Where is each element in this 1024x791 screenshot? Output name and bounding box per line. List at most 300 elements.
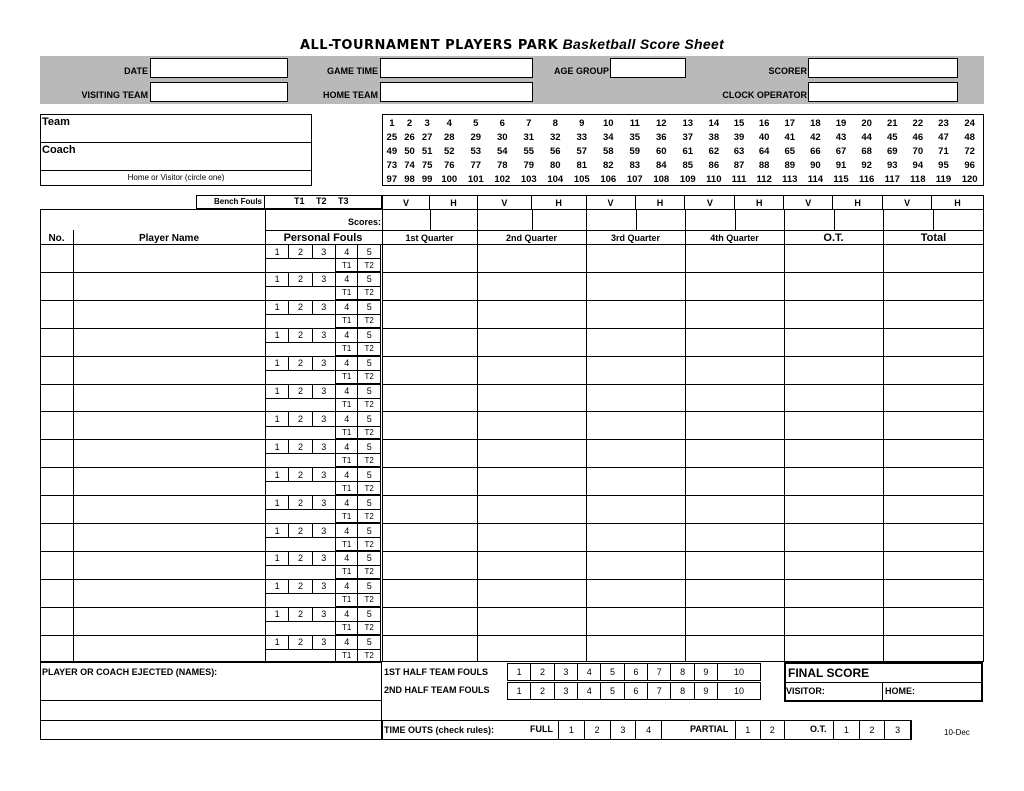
running-score-number[interactable]: 8 [552, 117, 558, 129]
running-score-number[interactable]: 81 [576, 159, 588, 171]
running-score-number[interactable]: 35 [629, 131, 641, 143]
running-score-number[interactable]: 37 [682, 131, 694, 143]
running-score-number[interactable]: 23 [938, 117, 949, 129]
foul-box[interactable]: 4 [335, 272, 358, 286]
running-score-number[interactable]: 94 [912, 159, 924, 171]
running-score-number[interactable]: 32 [549, 131, 561, 143]
tech-row [266, 566, 381, 579]
running-score-number[interactable]: 105 [573, 173, 590, 185]
foul-box[interactable]: 1 [266, 272, 289, 286]
foul-box[interactable]: 4 [335, 551, 358, 565]
foul-box[interactable]: 3 [312, 328, 335, 342]
running-score-number[interactable]: 109 [679, 173, 696, 185]
tech-foul-box[interactable]: T1 [335, 538, 358, 551]
col-ot: O.T. [823, 232, 844, 244]
foul-box[interactable]: 1 [266, 468, 289, 482]
timeout-box[interactable]: 2 [584, 721, 610, 740]
running-score-number[interactable]: 28 [443, 131, 455, 143]
foul-box[interactable]: 5 [358, 524, 381, 538]
running-score-number[interactable]: 25 [386, 131, 398, 143]
player-row-line [40, 384, 265, 385]
tech-foul-box[interactable]: T2 [358, 398, 381, 411]
running-score-row [383, 130, 983, 144]
running-score-number[interactable]: 65 [784, 145, 796, 157]
team-foul-box[interactable]: 8 [671, 664, 694, 681]
running-score-number[interactable]: 2 [406, 117, 413, 129]
running-score-number[interactable]: 106 [600, 173, 617, 185]
fouls-row [266, 328, 381, 342]
running-score-number[interactable]: 72 [964, 145, 975, 157]
tech-foul-box[interactable]: T1 [335, 454, 358, 467]
running-score-number[interactable]: 111 [731, 173, 747, 185]
running-score-number[interactable]: 4 [446, 117, 452, 129]
team-foul-box[interactable]: 6 [624, 683, 647, 700]
foul-box[interactable]: 5 [358, 551, 381, 565]
tech-blank [266, 510, 336, 523]
running-score-number[interactable]: 117 [884, 173, 900, 185]
vh-cell: V [784, 196, 833, 210]
tech-row [266, 593, 381, 606]
running-score-number[interactable]: 89 [784, 159, 796, 171]
running-score-number[interactable]: 118 [910, 173, 926, 185]
foul-box[interactable]: 3 [312, 356, 335, 370]
player-row-line [40, 328, 265, 329]
fouls-row [266, 245, 381, 259]
foul-box[interactable]: 4 [335, 468, 358, 482]
tech-foul-box[interactable]: T2 [358, 426, 381, 439]
team-foul-box[interactable]: 1 [508, 664, 531, 681]
tech-foul-box[interactable]: T2 [358, 649, 381, 662]
foul-box[interactable]: 4 [335, 412, 358, 426]
team-foul-box[interactable]: 8 [671, 683, 694, 700]
running-score-number[interactable]: 22 [912, 117, 924, 129]
ejected-line-1 [40, 700, 382, 701]
running-score-number[interactable]: 119 [935, 173, 952, 185]
running-score-number[interactable]: 34 [602, 131, 614, 143]
running-score-number[interactable]: 108 [653, 173, 670, 185]
running-score-number[interactable]: 61 [682, 145, 694, 157]
foul-box[interactable]: 5 [358, 496, 381, 510]
tech-foul-box[interactable]: T1 [335, 287, 358, 300]
foul-box[interactable]: 5 [358, 607, 381, 621]
bench-foul-t2[interactable]: T2 [316, 196, 327, 206]
running-score-number[interactable]: 1 [389, 117, 395, 129]
tech-foul-box[interactable]: T1 [335, 314, 358, 327]
running-score-number[interactable]: 59 [629, 145, 641, 157]
running-score-number[interactable]: 82 [602, 159, 614, 171]
foul-box[interactable]: 2 [289, 300, 312, 314]
foul-box[interactable]: 3 [312, 440, 335, 454]
running-score-number[interactable]: 7 [526, 117, 532, 129]
foul-box[interactable]: 5 [358, 245, 381, 259]
quarter-row-line [382, 356, 984, 357]
personal-fouls-cell [265, 495, 381, 523]
running-score-number[interactable]: 100 [441, 173, 458, 185]
foul-box[interactable]: 4 [335, 607, 358, 621]
tech-foul-box[interactable]: T1 [335, 426, 358, 439]
team-foul-box[interactable]: 1 [508, 683, 531, 700]
date-field[interactable] [150, 58, 288, 78]
running-score-number[interactable]: 20 [861, 117, 872, 129]
running-score-number[interactable]: 10 [602, 117, 614, 129]
foul-box[interactable]: 3 [312, 300, 335, 314]
foul-box[interactable]: 1 [266, 524, 289, 538]
timeout-box[interactable]: 4 [636, 721, 662, 740]
foul-box[interactable]: 1 [266, 496, 289, 510]
running-score-number[interactable]: 70 [912, 145, 924, 157]
running-score-number[interactable]: 87 [733, 159, 745, 171]
running-score-number[interactable]: 5 [473, 117, 479, 129]
running-score-number[interactable]: 91 [835, 159, 847, 171]
running-score-number[interactable]: 62 [708, 145, 720, 157]
running-score-number[interactable]: 14 [708, 117, 720, 129]
foul-box[interactable]: 1 [266, 412, 289, 426]
running-score-number[interactable]: 63 [733, 145, 745, 157]
foul-box[interactable]: 2 [289, 412, 312, 426]
foul-box[interactable]: 3 [312, 245, 335, 259]
running-score-number[interactable]: 50 [404, 145, 415, 157]
running-score-number[interactable]: 6 [499, 117, 505, 129]
foul-box[interactable]: 2 [289, 384, 312, 398]
tech-blank [266, 593, 336, 606]
timeout-box[interactable]: 1 [559, 721, 585, 740]
foul-box[interactable]: 3 [312, 496, 335, 510]
team-foul-box[interactable]: 4 [578, 664, 601, 681]
foul-box[interactable]: 1 [266, 579, 289, 593]
tech-foul-box[interactable]: T1 [335, 593, 358, 606]
tech-foul-box[interactable]: T1 [335, 510, 358, 523]
running-score-number[interactable]: 26 [404, 131, 415, 143]
foul-box[interactable]: 5 [358, 579, 381, 593]
tech-foul-box[interactable]: T2 [358, 482, 381, 495]
bench-foul-t1[interactable]: T1 [294, 196, 305, 206]
running-score-number[interactable]: 54 [496, 145, 508, 157]
foul-box[interactable]: 2 [289, 524, 312, 538]
tech-foul-box[interactable]: T1 [335, 482, 358, 495]
running-score-number[interactable]: 95 [938, 159, 949, 171]
running-score-number[interactable]: 49 [386, 145, 398, 157]
running-score-number[interactable]: 86 [708, 159, 720, 171]
tech-foul-box[interactable]: T2 [358, 593, 381, 606]
foul-box[interactable]: 2 [289, 468, 312, 482]
foul-box[interactable]: 3 [312, 468, 335, 482]
running-score-number[interactable]: 52 [443, 145, 455, 157]
running-score-number[interactable]: 60 [655, 145, 667, 157]
foul-box[interactable]: 3 [312, 607, 335, 621]
scorer-field[interactable] [808, 58, 958, 78]
tech-foul-box[interactable]: T1 [335, 566, 358, 579]
team-foul-box[interactable]: 2 [531, 664, 554, 681]
foul-box[interactable]: 2 [289, 272, 312, 286]
running-score-number[interactable]: 116 [858, 173, 875, 185]
timeout-box[interactable]: 3 [610, 721, 636, 740]
running-score-number[interactable]: 36 [655, 131, 667, 143]
running-score-number[interactable]: 98 [404, 173, 415, 185]
team-foul-box[interactable]: 3 [554, 683, 577, 700]
running-score-number[interactable]: 112 [756, 173, 772, 185]
running-score-number[interactable]: 57 [576, 145, 588, 157]
timeout-box[interactable]: 1 [834, 721, 860, 740]
running-score-number[interactable]: 107 [626, 173, 643, 185]
running-score-number[interactable]: 75 [421, 159, 433, 171]
running-score-number[interactable]: 46 [912, 131, 924, 143]
running-score-number[interactable]: 58 [602, 145, 614, 157]
running-score-number[interactable]: 67 [835, 145, 847, 157]
tech-foul-box[interactable]: T1 [335, 259, 358, 272]
running-score-number[interactable]: 99 [421, 173, 433, 185]
foul-box[interactable]: 3 [312, 412, 335, 426]
foul-box[interactable]: 5 [358, 440, 381, 454]
running-score-number[interactable]: 78 [496, 159, 508, 171]
running-score-number[interactable]: 66 [810, 145, 821, 157]
final-score-title: FINAL SCORE [788, 666, 870, 680]
foul-box[interactable]: 4 [335, 300, 358, 314]
timeout-box[interactable]: 2 [760, 721, 785, 740]
tech-foul-box[interactable]: T2 [358, 566, 381, 579]
tech-foul-box[interactable]: T2 [358, 510, 381, 523]
foul-box[interactable]: 3 [312, 579, 335, 593]
player-row-line [40, 300, 265, 301]
foul-box[interactable]: 2 [289, 328, 312, 342]
running-score-number[interactable]: 9 [579, 117, 585, 129]
foul-box[interactable]: 4 [335, 496, 358, 510]
tech-foul-box[interactable]: T1 [335, 649, 358, 662]
timeout-box[interactable]: 2 [859, 721, 885, 740]
bench-foul-t3[interactable]: T3 [338, 196, 349, 206]
running-score-number[interactable]: 39 [733, 131, 745, 143]
foul-box[interactable]: 3 [312, 635, 335, 649]
personal-fouls-cell [265, 244, 381, 272]
running-score-number[interactable]: 97 [386, 173, 398, 185]
running-score-number[interactable]: 47 [938, 131, 949, 143]
home-team-field[interactable] [380, 82, 533, 102]
foul-box[interactable]: 1 [266, 635, 289, 649]
running-score-number[interactable]: 77 [470, 159, 482, 171]
running-score-number[interactable]: 113 [782, 173, 798, 185]
running-score-number[interactable]: 38 [708, 131, 720, 143]
tech-blank [266, 426, 336, 439]
running-score-number[interactable]: 55 [523, 145, 535, 157]
team-foul-box[interactable]: 7 [648, 683, 671, 700]
running-score-number[interactable]: 90 [810, 159, 821, 171]
tech-foul-box[interactable]: T2 [358, 621, 381, 634]
foul-box[interactable]: 4 [335, 524, 358, 538]
team-foul-box[interactable]: 5 [601, 664, 624, 681]
running-score-number[interactable]: 42 [810, 131, 821, 143]
running-score-number[interactable]: 31 [523, 131, 535, 143]
foul-box[interactable]: 4 [335, 328, 358, 342]
running-score-number[interactable]: 48 [964, 131, 975, 143]
running-score-number[interactable]: 53 [470, 145, 482, 157]
running-score-number[interactable]: 33 [576, 131, 588, 143]
foul-box[interactable]: 4 [335, 356, 358, 370]
tech-foul-box[interactable]: T2 [358, 287, 381, 300]
foul-box[interactable]: 2 [289, 551, 312, 565]
team-foul-box[interactable]: 2 [531, 683, 554, 700]
first-half-fouls-table [507, 663, 761, 681]
running-score-number[interactable]: 3 [424, 117, 430, 129]
foul-box[interactable]: 2 [289, 635, 312, 649]
team-foul-box[interactable]: 10 [718, 683, 761, 700]
running-score-number[interactable]: 44 [861, 131, 872, 143]
running-score-number[interactable]: 69 [886, 145, 898, 157]
running-score-number[interactable]: 85 [682, 159, 694, 171]
running-score-number[interactable]: 88 [758, 159, 770, 171]
running-score-number[interactable]: 43 [835, 131, 847, 143]
team-foul-box[interactable]: 6 [624, 664, 647, 681]
foul-box[interactable]: 5 [358, 328, 381, 342]
running-score-number[interactable]: 21 [886, 117, 898, 129]
tech-row [266, 398, 381, 411]
running-score-number[interactable]: 110 [706, 173, 722, 185]
running-score-number[interactable]: 30 [496, 131, 508, 143]
running-score-number[interactable]: 64 [758, 145, 770, 157]
foul-box[interactable]: 4 [335, 440, 358, 454]
tech-blank [266, 538, 336, 551]
running-score-number[interactable]: 93 [886, 159, 898, 171]
running-score-number[interactable]: 96 [964, 159, 975, 171]
team-foul-box[interactable]: 10 [718, 664, 761, 681]
running-score-number[interactable]: 56 [549, 145, 561, 157]
running-score-number[interactable]: 41 [784, 131, 796, 143]
tech-row [266, 370, 381, 383]
team-foul-box[interactable]: 9 [694, 683, 717, 700]
foul-box[interactable]: 2 [289, 356, 312, 370]
running-score-number[interactable]: 18 [810, 117, 821, 129]
foul-box[interactable]: 1 [266, 440, 289, 454]
foul-box[interactable]: 2 [289, 440, 312, 454]
running-score-number[interactable]: 19 [835, 117, 847, 129]
final-home-label[interactable]: HOME: [885, 686, 915, 696]
running-score-number[interactable]: 103 [520, 173, 537, 185]
running-score-number[interactable]: 84 [655, 159, 667, 171]
running-score-number[interactable]: 79 [523, 159, 535, 171]
running-score-number[interactable]: 24 [964, 117, 975, 129]
foul-box[interactable]: 1 [266, 328, 289, 342]
player-row-line [40, 272, 265, 273]
grid-column-line [586, 209, 587, 662]
foul-box[interactable]: 3 [312, 272, 335, 286]
running-score-number[interactable]: 27 [421, 131, 433, 143]
foul-box[interactable]: 1 [266, 551, 289, 565]
running-score-number[interactable]: 12 [655, 117, 667, 129]
foul-box[interactable]: 4 [335, 635, 358, 649]
final-visitor-label[interactable]: VISITOR: [786, 686, 825, 696]
foul-box[interactable]: 1 [266, 356, 289, 370]
personal-fouls-table [265, 300, 381, 328]
running-score-number[interactable]: 114 [807, 173, 824, 185]
team-foul-box[interactable]: 9 [694, 664, 717, 681]
running-score-number[interactable]: 51 [421, 145, 433, 157]
foul-box[interactable]: 1 [266, 384, 289, 398]
running-score-number[interactable]: 115 [833, 173, 849, 185]
tech-blank [266, 370, 336, 383]
visiting-team-field[interactable] [150, 82, 288, 102]
foul-box[interactable]: 5 [358, 356, 381, 370]
running-score-number[interactable]: 45 [886, 131, 898, 143]
tech-foul-box[interactable]: T2 [358, 342, 381, 355]
foul-box[interactable]: 2 [289, 496, 312, 510]
vh-split-line [430, 209, 431, 230]
foul-box[interactable]: 5 [358, 635, 381, 649]
tech-foul-box[interactable]: T2 [358, 259, 381, 272]
running-score-number[interactable]: 102 [494, 173, 511, 185]
foul-box[interactable]: 3 [312, 551, 335, 565]
foul-box[interactable]: 5 [358, 272, 381, 286]
running-score-number[interactable]: 11 [629, 117, 640, 129]
timeout-box[interactable]: 1 [736, 721, 761, 740]
tech-foul-box[interactable]: T2 [358, 454, 381, 467]
running-score-number[interactable]: 83 [629, 159, 641, 171]
tech-foul-box[interactable]: T1 [335, 342, 358, 355]
foul-box[interactable]: 2 [289, 579, 312, 593]
home-visitor-label: Home or Visitor (circle one) [127, 173, 225, 182]
running-score-number[interactable]: 71 [938, 145, 949, 157]
running-score-number[interactable]: 101 [467, 173, 484, 185]
running-score-number[interactable]: 76 [443, 159, 455, 171]
running-score-number[interactable]: 73 [386, 159, 398, 171]
tech-foul-box[interactable]: T1 [335, 621, 358, 634]
tech-foul-box[interactable]: T2 [358, 538, 381, 551]
personal-fouls-cell [265, 635, 381, 663]
tech-foul-box[interactable]: T2 [358, 370, 381, 383]
foul-box[interactable]: 4 [335, 245, 358, 259]
running-score-number[interactable]: 120 [961, 173, 978, 185]
running-score-number[interactable]: 13 [682, 117, 694, 129]
tech-foul-box[interactable]: T2 [358, 314, 381, 327]
foul-box[interactable]: 5 [358, 468, 381, 482]
running-score-number[interactable]: 40 [758, 131, 770, 143]
running-score-number[interactable]: 74 [404, 159, 415, 171]
running-score-number[interactable]: 80 [549, 159, 561, 171]
running-score-number[interactable]: 92 [861, 159, 872, 171]
foul-box[interactable]: 4 [335, 579, 358, 593]
foul-box[interactable]: 5 [358, 412, 381, 426]
personal-fouls-cell [265, 579, 381, 607]
foul-box[interactable]: 2 [289, 245, 312, 259]
foul-box[interactable]: 1 [266, 245, 289, 259]
foul-box[interactable]: 1 [266, 300, 289, 314]
player-row-line [40, 411, 265, 412]
tech-foul-box[interactable]: T1 [335, 370, 358, 383]
tech-foul-box[interactable]: T1 [335, 398, 358, 411]
foul-box[interactable]: 2 [289, 607, 312, 621]
foul-box[interactable]: 3 [312, 524, 335, 538]
running-score-number[interactable]: 68 [861, 145, 872, 157]
clock-operator-field[interactable] [808, 82, 958, 102]
foul-box[interactable]: 5 [358, 300, 381, 314]
team-foul-box[interactable]: 3 [554, 664, 577, 681]
running-score-number[interactable]: 29 [470, 131, 482, 143]
timeout-box[interactable]: 3 [885, 721, 911, 740]
running-score-number[interactable]: 15 [733, 117, 745, 129]
title-sub: Basketball Score Sheet [562, 36, 725, 52]
team-foul-box[interactable]: 4 [578, 683, 601, 700]
running-score-number[interactable]: 104 [547, 173, 564, 185]
team-foul-box[interactable]: 5 [601, 683, 624, 700]
foul-box[interactable]: 4 [335, 384, 358, 398]
game-time-field[interactable] [380, 58, 533, 78]
age-group-field[interactable] [610, 58, 686, 78]
vh-cell: V [685, 196, 735, 210]
running-score-number[interactable]: 17 [784, 117, 796, 129]
foul-box[interactable]: 1 [266, 607, 289, 621]
running-score-number[interactable]: 16 [758, 117, 770, 129]
foul-box[interactable]: 5 [358, 384, 381, 398]
team-foul-box[interactable]: 7 [648, 664, 671, 681]
foul-box[interactable]: 3 [312, 384, 335, 398]
tech-row [266, 482, 381, 495]
